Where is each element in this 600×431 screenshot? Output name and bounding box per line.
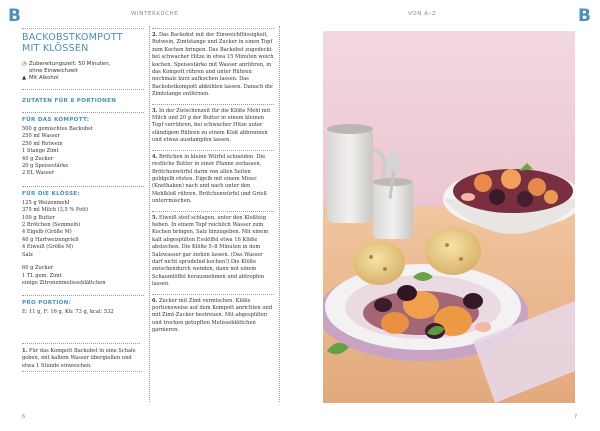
ingredient-item: einige Zitronenmelisseblättchen	[22, 279, 106, 286]
page-number-right: 7	[574, 414, 578, 420]
step-number: 3.	[152, 107, 158, 114]
portions-heading: ZUTATEN FÜR 8 PORTIONEN	[22, 98, 117, 104]
ingredient-item: 4 Eiweiß (Größe M)	[22, 244, 74, 251]
ingredient-item: 1 TL gem. Zimt	[22, 272, 62, 279]
alcohol-note	[22, 75, 144, 82]
dish-illustration	[323, 31, 575, 403]
steps-column	[152, 28, 274, 340]
ingredient-item: 1 Stange Zimt	[22, 148, 59, 155]
page-number-left: 6	[22, 414, 26, 420]
ingredient-item: 20 g Speisestärke	[22, 163, 69, 170]
prep-time-line: Zubereitungszeit: 50 Minuten,	[29, 61, 111, 67]
recipe-photo	[323, 31, 575, 403]
recipe-title-line: MIT KLÖSSEN	[22, 42, 89, 54]
kompott-heading: FÜR DAS KOMPOTT:	[22, 112, 144, 123]
ingredient-item: 250 ml Wasser	[22, 133, 60, 140]
prep-time-text	[29, 61, 110, 75]
ingredient-item: 2 EL Wasser	[22, 170, 55, 177]
recipe-title	[22, 28, 144, 54]
step-text: Das Backobst mit der Einweichflüssigkeit, Rotwein, Zimtstange und Zucker in einen Topf zum Kochen bringen. Das Backobst zugedeckt bei schwacher Hitze in etwa 15 Minuten weich kochen. Speisestärke mit Wasser anrühren, in das Kompott rühren und unter Rühren nochmals kurz aufkochen lassen. Das Backobstkompott abkühlen lassen. Danach die Zimtstange entfernen.	[152, 32, 274, 98]
nutrition-values: E: 11 g, F: 16 g, Kh: 73 g, kcal: 532	[22, 309, 114, 316]
ingredient-item: 100 g Butter	[22, 214, 55, 221]
step-6	[152, 294, 274, 340]
alcohol-label: Mit Alkohol	[29, 75, 59, 81]
ingredient-item: 375 ml Milch (3,5 % Fett)	[22, 207, 89, 214]
ingredient-item: 2 Brötchen (Semmeln)	[22, 222, 81, 229]
step-1	[22, 343, 140, 370]
ingredient-item: 60 g Zucker	[22, 265, 54, 272]
rule	[22, 371, 142, 372]
ingredients-column	[22, 28, 144, 317]
column-divider	[149, 26, 150, 402]
kloesse-ingredients	[22, 200, 144, 259]
running-head-left: WINTERKÜCHE	[131, 11, 179, 17]
kompott-ingredients	[22, 126, 144, 178]
step-5	[152, 211, 274, 294]
recipe-title-line: BACKOBSTKOMPOTT	[22, 32, 123, 43]
step-number: 4.	[152, 153, 158, 160]
nutrition-heading: PRO PORTION:	[22, 295, 144, 306]
page-letter-left: B	[8, 6, 21, 26]
step-text: Für das Kompott Backobst in eine Schale geben, mit kaltem Wasser übergießen und etwa 1 Stunde einweichen.	[22, 348, 136, 369]
step-number: 2.	[152, 32, 158, 38]
ingredient-item: Salz	[22, 251, 33, 258]
running-head-right: VON A–Z	[408, 11, 437, 17]
ingredient-item: 125 g Weizenmehl	[22, 199, 70, 206]
column-divider	[279, 26, 280, 402]
ingredient-item: 40 g Hartweizengrieß	[22, 236, 79, 243]
step-text: Eiweiß steif schlagen, unter den Kloßteig heben. In einem Topf reichlich Wasser zum Kochen bringen, Salz hinzugeben. Mit einem kalt abgespülten Esslöffel etwa 16 Klöße abstechen. Die Klöße 5–8 Minuten in dem Salzwasser gar ziehen lassen. (Das Wasser darf nicht sprudelnd kochen!) Die Klöße zwischendurch wenden, dann mit einem Schaumlöffel herausnehmen und abtropfen lassen.	[152, 214, 269, 288]
recipe-meta	[22, 61, 144, 90]
step-text: In der Zwischenzeit für die Klöße Mehl mit Milch und 20 g der Butter in einem kleinen Topf verrühren, bei schwacher Hitze unter ständigem Rühren zu einem Kloß abbrennen und etwas ausdampfen lassen.	[152, 107, 271, 144]
step-text: Zucker mit Zimt vermischen. Klöße portionsweise auf dem Kompott anrichten und mit Zimt-Zucker bestreuen. Mit abgespülten und trocken getupften Melisseblättchen garnieren.	[152, 297, 273, 334]
triangle-icon: ▲	[22, 75, 27, 81]
kloesse-heading: FÜR DIE KLÖSSE:	[22, 186, 144, 197]
clock-icon: ◷	[22, 61, 27, 67]
ingredient-item: 40 g Zucker	[22, 155, 54, 162]
step-4	[152, 150, 274, 211]
step-number: 1.	[22, 348, 28, 354]
extra-ingredients	[22, 265, 144, 287]
ingredient-item: 4 Eigelb (Größe M)	[22, 229, 72, 236]
step-number: 5.	[152, 214, 158, 221]
step-2	[152, 28, 274, 104]
prep-time-line: ohne Einweichzeit	[29, 68, 78, 74]
step-3	[152, 104, 274, 150]
step-number: 6.	[152, 297, 158, 304]
page-letter-right: B	[578, 6, 591, 26]
prep-time	[22, 61, 144, 75]
step-text: Brötchen in kleine Würfel schneiden. Die restliche Butter in einer Pfanne zerlassen, Brötchenwürfel darin von allen Seiten goldgelb rösten. Eigelb mit einem Mixer (Knethaken) nach und nach unter den Mehlkloß rühren, Brötchenwürfel und Grieß unterrmischen.	[152, 153, 267, 205]
ingredient-item: 500 g gemischtes Backobst	[22, 126, 93, 132]
ingredient-item: 250 ml Rotwein	[22, 140, 63, 147]
